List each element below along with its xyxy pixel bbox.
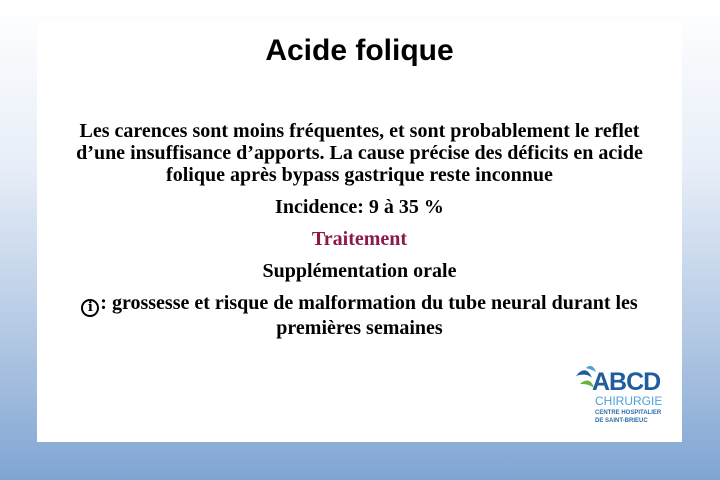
treatment-text: Supplémentation orale [262, 260, 457, 282]
slide-title: Acide folique [265, 34, 454, 67]
slide-card [37, 22, 682, 442]
deficiency-paragraph: Les carences sont moins fréquentes, et sont probablement le reflet d’une insuffisance d’apports. La cause précise des déficits en acide folique après bypass gastrique reste inconnue [76, 120, 643, 186]
logo-subtitle [595, 409, 665, 425]
incidence-text: Incidence: 9 à 35 % [275, 196, 444, 218]
logo-line1: CHIRURGIE [595, 394, 663, 408]
info-note [57, 292, 662, 339]
info-icon: i [81, 299, 99, 317]
info-note-text: : grossesse et risque de malformation du tube neural durant les premières semaines [100, 292, 638, 339]
logo-line2: CENTRE HOSPITALIER [595, 410, 662, 416]
logo-name: ABCD [592, 368, 661, 396]
slide-body [57, 120, 662, 349]
treatment-heading: Traitement [311, 228, 408, 250]
logo-line3: DE SAINT-BRIEUC [595, 418, 648, 424]
abcd-logo [574, 360, 684, 440]
